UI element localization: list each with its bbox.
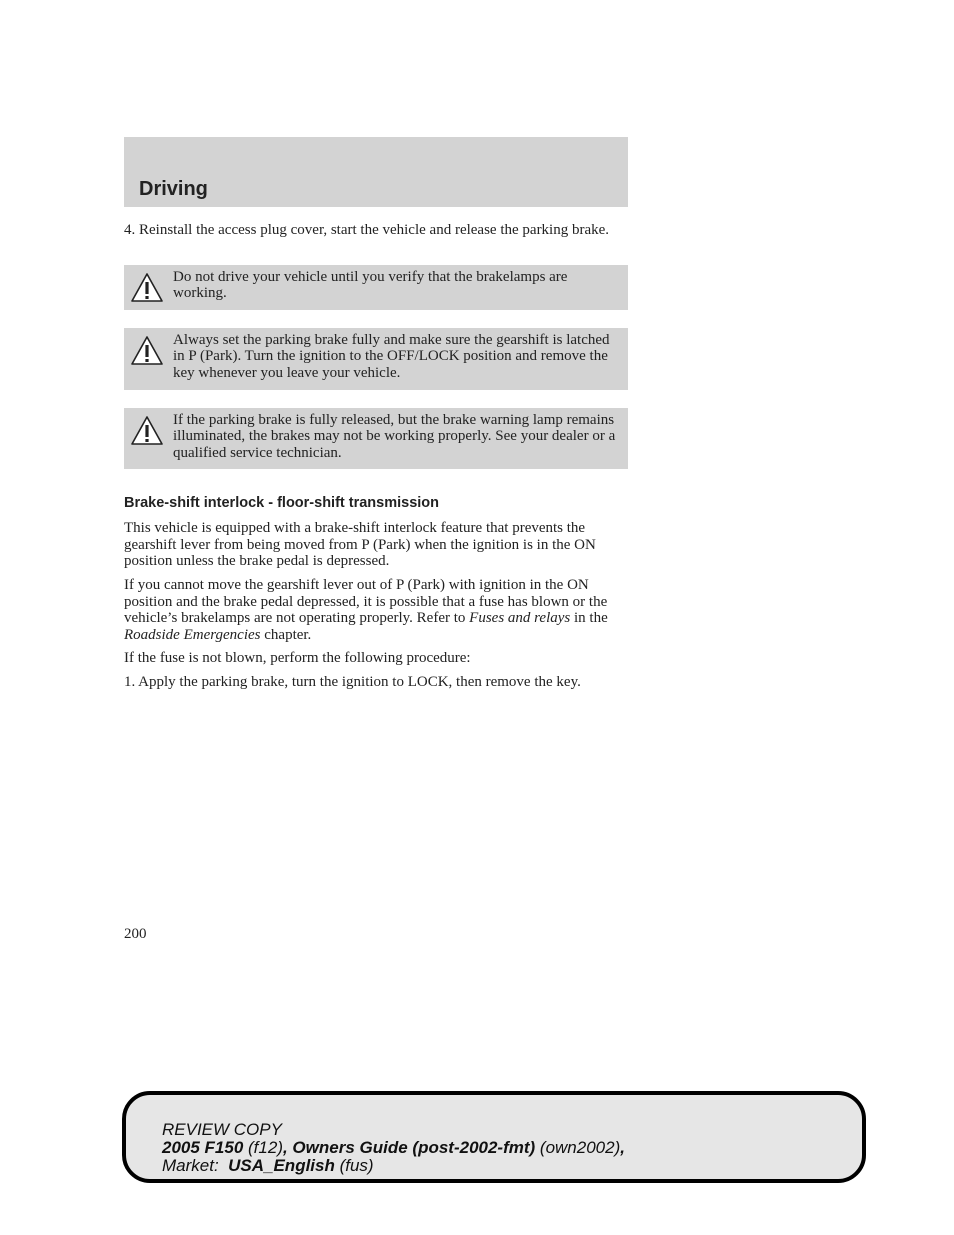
warning-text: Always set the parking brake fully and make sure the gearshift is latched in P (Park). Turn the ignition to the OFF/LOCK position and remove the key whenever you leave your vehicle. [173,332,610,381]
paragraph-text: If you cannot move the gearshift lever out of P (Park) with ignition in the ON position and the brake pedal depressed, it is possible that a fuse has blown or the vehicle’s brakelamps are not operating properly. Refer to [124,577,608,626]
warning-box [124,408,628,469]
section-heading: Brake-shift interlock - floor-shift transmission [124,495,440,511]
review-footer [122,1091,866,1183]
footer-document-line [162,1139,625,1157]
footer-review-label: REVIEW COPY [162,1120,282,1139]
step-1-text: 1. Apply the parking brake, turn the ignition to LOCK, then remove the key. [124,674,581,690]
warning-triangle-icon [130,415,164,447]
warning-triangle-icon [130,272,164,304]
paragraph: This vehicle is equipped with a brake-shift interlock feature that prevents the gearshift lever from being moved from P (Park) when the ignition is in the ON position unless the brake pedal is depressed. [124,520,596,569]
footer-guide-code: (own2002) [535,1138,621,1157]
footer-market-label: Market: [162,1156,229,1175]
warning-text: Do not drive your vehicle until you verify that the brakelamps are working. [173,269,568,302]
cross-reference: Fuses and relays [469,610,571,626]
page-number: 200 [124,926,147,942]
paragraph-text: chapter. [260,626,312,643]
paragraph-text: in the [570,610,608,626]
footer-model-code: (f12) [243,1138,283,1157]
cross-reference: Roadside Emergencies [124,626,261,643]
warning-box [124,265,628,310]
footer-market-line [162,1157,625,1175]
step-4-text: 4. Reinstall the access plug cover, start the vehicle and release the parking brake. [124,222,610,238]
section-header-band [124,137,628,207]
warning-box [124,328,628,390]
footer-comma: , [620,1138,625,1157]
paragraph: If the fuse is not blown, perform the following procedure: [124,650,471,666]
footer-guide: , Owners Guide (post-2002-fmt) [282,1138,536,1157]
section-title: Driving [139,178,208,200]
warning-text: If the parking brake is fully released, but the brake warning lamp remains illuminated, the brakes may not be working properly. See your dealer or a qualified service technician. [173,412,616,461]
paragraph [124,577,630,643]
footer-market-code: (fus) [334,1156,374,1175]
footer-market: USA_English [228,1156,335,1175]
footer-text [162,1121,625,1175]
warning-triangle-icon [130,335,164,367]
footer-model: 2005 F150 [162,1138,244,1157]
